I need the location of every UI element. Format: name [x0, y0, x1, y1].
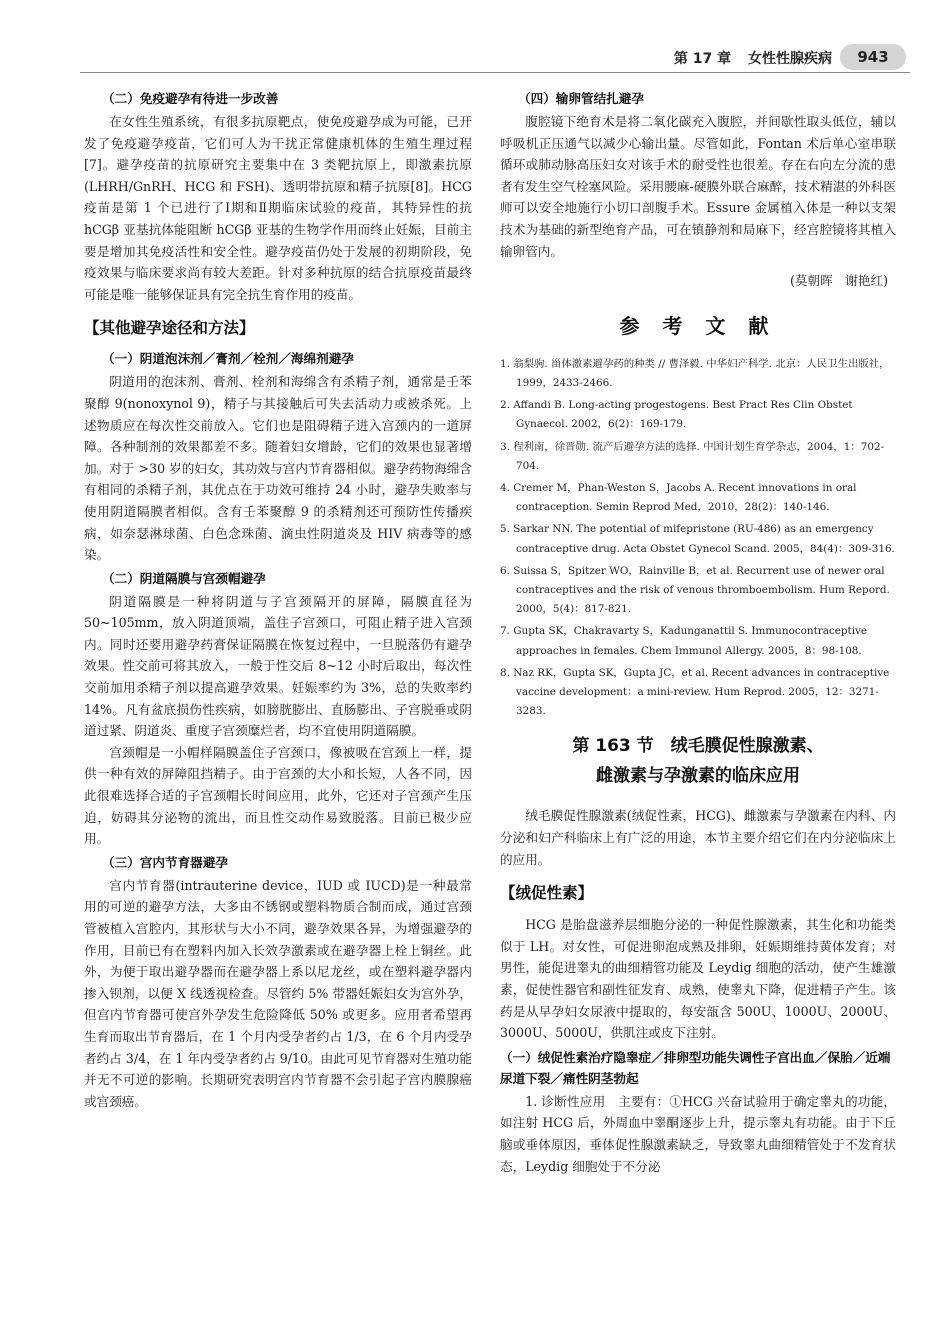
reference-item: 4. Cremer M，Phan-Weston S，Jacobs A. Recent innovations in oral contraception. Semin Reprod Med，2010，28(2)：140-146. — [500, 481, 857, 514]
heading-tubal-ligation: （四）输卵管结扎避孕 — [518, 91, 644, 106]
reference-item: 8. Naz RK，Gupta SK，Gupta JC，et al. Recent advances in contraceptive vaccine development：a mini-review. Hum Reprod. 2005，12：3271-3283. — [500, 666, 890, 718]
section-authors: (莫朝晖 谢艳红) — [790, 273, 888, 289]
heading-other-methods: 【其他避孕途径和方法】 — [84, 319, 255, 338]
right-column — [500, 86, 896, 1177]
paragraph-diagnostic-use: 1. 诊断性应用 主要有：①HCG 兴奋试验用于确定睾丸的功能，如注射 HCG 后，外周血中睾酮逐步上升，提示睾丸有功能。由于下丘脑或垂体原因，垂体促性腺激素缺乏，导致睾丸曲细精管处于不发育状态，Leydig 细胞处于不分泌 — [500, 1093, 896, 1174]
paragraph-hcg: HCG 是胎盘滋养层细胞分泌的一种促性腺激素，其生化和功能类似于 LH。对女性，可促进卵泡成熟及排卵，妊娠期维持黄体发育；对男性，能促进睾丸的曲细精管功能及 Leydig 细胞的活动，使产生雄激素，促使性器官和副性征发育、成熟，使睾丸下降，促进精子产生。该药是从早孕妇女尿液中提取的，每安瓿含 500U、1000U、2000U、3000U、5000U，供肌注或皮下注射。 — [500, 917, 896, 1041]
heading-hcg: 【绒促性素】 — [500, 884, 594, 903]
references-list — [500, 355, 896, 722]
paragraph-cervical-cap: 宫颈帽是一小帽样隔膜盖住子宫颈口，像被吸在宫颈上一样，提供一种有效的屏障阻挡精子。由于宫颈的大小和长短，人各不同，因此很难选择合适的子宫颈帽长时间应用，此外，它还对子宫颈产生压迫，妨碍其分泌物的流出，而且性交动作易致脱落。目前已极少应用。 — [84, 744, 472, 847]
chapter-title: 女性性腺疾病 — [748, 51, 832, 67]
reference-item: 6. Suissa S，Spitzer WO，Rainville B，et al. Recurrent use of newer oral contraceptives and the risk of venous thromboembolism. Hum Repord. 2000，5(4)：817-821. — [500, 564, 890, 616]
paragraph-immune-contraception: 在女性生殖系统，有很多抗原靶点，使免疫避孕成为可能，已开发了免疫避孕疫苗，它们可人为干扰正常健康机体的生殖生理过程[7]。避孕疫苗的抗原研究主要集中在 3 类靶抗原上，即激素抗原(LHRH/GnRH、HCG 和 FSH)、透明带抗原和精子抗原[8]。HCG 疫苗是第 1 个已进行了Ⅰ期和Ⅱ期临床试验的疫苗，其特异性的抗 hCGβ 亚基抗体能阻断 hCGβ 亚基的生物学作用而终止妊娠，目前主要是增加其免疫活性和安全性。避孕疫苗仍处于发展的初期阶段，免疫效果与临床要求尚有较大差距。针对多种抗原的结合抗原疫苗最终可能是唯一能够保证具有完全抗生育作用的疫苗。 — [84, 114, 472, 302]
section-title-line-1: 第 163 节 绒毛膜促性腺激素、 — [572, 736, 824, 757]
reference-item: 5. Sarkar NN. The potential of mifepristone (RU-486) as an emergency contraceptive drug. Acta Obstet Gynecol Scand. 2005，84(4)：309-316. — [500, 523, 895, 555]
left-column — [84, 86, 472, 1112]
reference-item: 2. Affandi B. Long-acting progestogens. Best Pract Res Clin Obstet Gynaecol. 2002，6(2)：169-179. — [500, 399, 853, 431]
heading-hcg-indications: （一）绒促性素治疗隐睾症／排卵型功能失调性子宫出血／保胎／近端尿道下裂／痛性阴茎勃起 — [500, 1049, 891, 1086]
heading-iud: （三）宫内节育器避孕 — [102, 854, 228, 870]
paragraph-iud: 宫内节育器(intrauterine device，IUD 或 IUCD)是一种最常用的可逆的避孕方法，大多由不锈钢或塑料物质合制而成，通过宫颈管被植入宫腔内，其形状与大小不同，避孕效果各异，为增强避孕的作用，目前已有在塑料内加入长效孕激素或在避孕器上栓上铜丝。此外，为便于取出避孕器而在避孕器上系以尼龙丝，或在塑料避孕器内掺入钡剂，以便 X 线透视检查。尽管约 5% 带器妊娠妇女为宫外孕，但宫内节育器可使宫外孕发生危险降低 50% 或更多。应用者希望再生育而取出节育器后，在 1 个月内受孕者约占 1/3，在 6 个月内受孕者约占 3/4，在 1 年内受孕者约占 9/10。由此可见节育器对生殖功能并无不可逆的影响。长期研究表明宫内节育器不会引起子宫内膜腺癌或宫颈癌。 — [84, 877, 472, 1109]
heading-immune-contraception: （二）免疫避孕有待进一步改善 — [102, 91, 279, 106]
running-head — [674, 48, 832, 68]
reference-item: 1. 翁梨驹. 甾体激素避孕药的种类 // 曹泽毅. 中华妇产科学. 北京：人民卫生出版社，1999，2433-2466. — [500, 357, 890, 389]
heading-diaphragm-cap: （二）阴道隔膜与宫颈帽避孕 — [102, 570, 266, 586]
chapter-number: 第 17 章 — [673, 51, 732, 67]
paragraph-vaginal-spermicides: 阴道用的泡沫剂、膏剂、栓剂和海绵含有杀精子剂，通常是壬苯聚醇 9(nonoxynol 9)，精子与其接触后可失去活动力或被杀死。上述物质应在每次性交前放入。它们也是阻碍精子进入宫颈内的一道屏障。各种制剂的效果都差不多。随着妇女增龄，它们的效果也显著增加。对于 >30 岁的妇女，其功效与宫内节育器相似。避孕药物海绵含有相同的杀精子剂，其优点在于功效可维持 24 小时，避孕失败率与使用阴道隔膜者相似。含有壬苯聚醇 9 的杀精剂还可预防性传播疾病，如奈瑟淋球菌、白色念珠菌、滴虫性阴道炎及 HIV 病毒等的感染。 — [84, 374, 472, 563]
page-header — [0, 44, 950, 74]
reference-item: 3. 程利南，徐晋勋. 流产后避孕方法的选择. 中国计划生育学杂志，2004，1：702-704. — [500, 440, 885, 472]
paragraph-section-intro: 绒毛膜促性腺激素(绒促性素，HCG)、雌激素与孕激素在内科、内分泌和妇产科临床上有广泛的用途，本节主要介绍它们在内分泌临床上的应用。 — [500, 808, 896, 867]
section-163-title — [500, 731, 896, 791]
heading-vaginal-spermicides: （一）阴道泡沫剂／膏剂／栓剂／海绵剂避孕 — [102, 351, 354, 367]
paragraph-diaphragm: 阴道隔膜是一种将阴道与子宫颈隔开的屏障，隔膜直径为 50~105mm，放入阴道顶端，盖住子宫颈口，可阻止精子进入宫颈内。同时还要用避孕药膏保证隔膜在恢复过程中，一旦脱落仍有避孕效果。性交前可将其放入，一般于性交后 8~12 小时后取出，每次性交前加用杀精子剂以提高避孕效果。妊娠率约为 3%，总的失败率约 14%。凡有盆底损伤性疾病，如膀胱膨出、直肠膨出、子宫脱垂或阴道过紧、阴道炎、重度子宫颈糜烂者，均不宜使用阴道隔膜。 — [84, 593, 472, 739]
paragraph-tubal-ligation: 腹腔镜下绝育术是将二氧化碳充入腹腔，并间歇性取头低位，辅以呼吸机正压通气以减少心输出量。尽管如此，Fontan 术后单心室串联循环或肺动脉高压妇女对该手术的耐受性也很差。存在右向左分流的患者有发生空气栓塞风险。采用腰麻-硬膜外联合麻醉，技术精湛的外科医师可以安全地施行小切口剖腹手术。Essure 金属植入体是一种以支架技术为基础的新型绝育产品，可在镇静剂和局麻下，经宫腔镜将其植入输卵管内。 — [500, 114, 896, 259]
section-title-line-2: 雌激素与孕激素的临床应用 — [596, 766, 800, 787]
reference-item: 7. Gupta SK，Chakravarty S，Kadunganattil S. Immunocontraceptive approaches in females. Chem Immunol Allergy. 2005，8：98-108. — [500, 625, 868, 657]
page-number: 943 — [840, 44, 906, 70]
header-rule — [80, 72, 910, 73]
references-title: 参 考 文 献 — [619, 313, 777, 338]
